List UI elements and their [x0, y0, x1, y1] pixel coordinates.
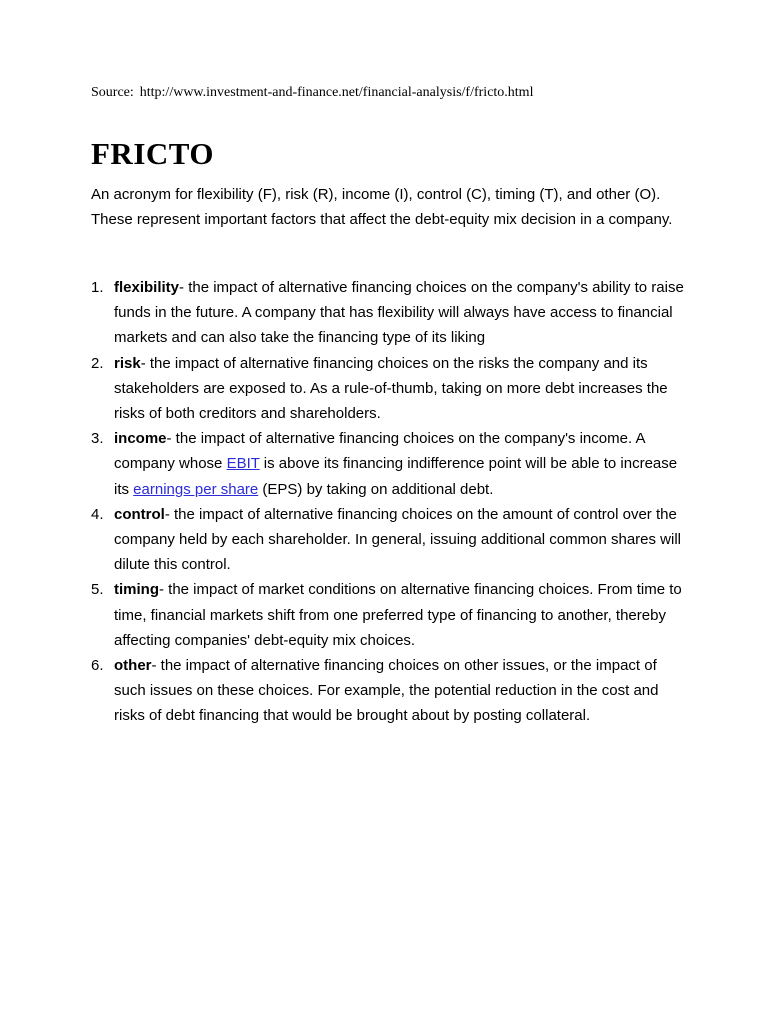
list-item-number: 1. [91, 279, 104, 296]
earnings-per-share-link[interactable]: earnings per share [133, 480, 259, 498]
page-title: FRICTO [91, 136, 215, 171]
list-item-number: 2. [91, 354, 104, 372]
list-item-timing [91, 577, 691, 653]
list-item-other [91, 653, 691, 729]
ebit-link[interactable]: EBIT [226, 455, 260, 473]
factor-term: income [114, 430, 167, 448]
factor-term: risk [114, 354, 141, 372]
factor-description: - the impact of alternative financing choices on the company's ability to raise funds in the future. A company that has flexibility will always have access to financial markets and can also take the financing type of its liking [114, 279, 684, 347]
list-item-number: 3. [91, 430, 104, 448]
factor-term: other [114, 657, 152, 675]
source-line [91, 85, 533, 101]
factor-term: timing [114, 581, 159, 599]
source-url: http://www.investment-and-finance.net/financial-analysis/f/fricto.html [139, 85, 534, 100]
list-item-number: 4. [91, 505, 104, 523]
intro-paragraph: An acronym for flexibility (F), risk (R), income (I), control (C), timing (T), and other (O). These represent important factors that affect the debt-equity mix decision in a company. [91, 186, 673, 229]
factor-term: control [114, 505, 165, 523]
list-item-income [91, 426, 691, 502]
list-item-risk [91, 351, 691, 427]
factor-description: - the impact of alternative financing choices on other issues, or the impact of such issues on these choices. For example, the potential reduction in the cost and risks of debt financing that would be brought about by posting collateral. [114, 657, 659, 725]
list-item-flexibility [91, 275, 691, 351]
source-label: Source: [91, 85, 134, 100]
factor-description: is above its financing indifference point will be able to increase its [114, 455, 678, 498]
list-item-number: 6. [91, 657, 104, 675]
factor-description: - the impact of alternative financing choices on the amount of control over the company held by each shareholder. In general, issuing additional common shares will dilute this control. [114, 505, 681, 574]
factor-description: - the impact of market conditions on alternative financing choices. From time to time, financial markets shift from one preferred type of financing to another, thereby affecting companies' debt-equity mix choices. [114, 581, 682, 649]
factor-description: - the impact of alternative financing choices on the company's income. A company whose [114, 430, 645, 473]
list-item-control [91, 502, 691, 578]
factor-description: - the impact of alternative financing choices on the risks the company and its stakeholders are exposed to. As a rule-of-thumb, taking on more debt increases the risks of both creditors and shareholders. [114, 354, 668, 423]
factor-description: (EPS) by taking on additional debt. [258, 480, 494, 498]
factor-term: flexibility [114, 279, 180, 296]
factor-list [91, 275, 691, 729]
list-item-number: 5. [91, 581, 104, 599]
